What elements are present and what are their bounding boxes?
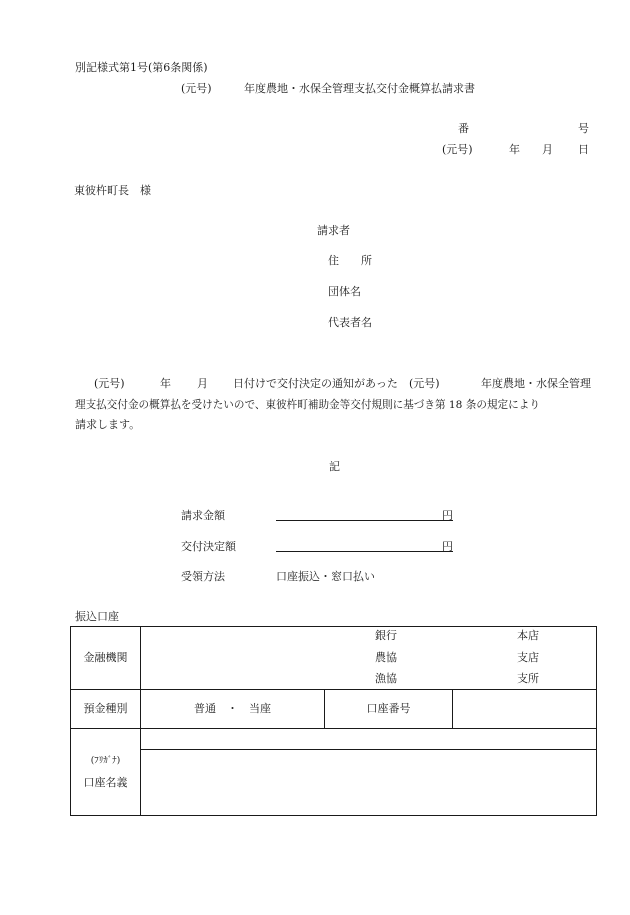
document-title: 年度農地・水保全管理支払交付金概算払請求書: [244, 82, 475, 95]
deposit-type-label: 預金種別: [71, 690, 141, 729]
claim-amount-label: 請求金額: [181, 509, 225, 522]
title-era: (元号): [181, 82, 212, 95]
body-line-1-text: 日付けで交付決定の通知があった: [233, 377, 398, 390]
account-caption: 振込口座: [75, 610, 119, 623]
account-holder-label-cell: [71, 729, 141, 816]
decision-amount-line: [276, 551, 453, 552]
number-label-go: 号: [578, 122, 589, 135]
decision-amount-label: 交付決定額: [181, 540, 236, 553]
deposit-type-value: 普通 ・ 当座: [141, 690, 325, 729]
addressee: 東彼杵町長 様: [74, 184, 151, 197]
claimant-group-label: 団体名: [328, 285, 361, 298]
branch-office-suffix: 支所: [517, 672, 539, 685]
claimant-address-label: 住 所: [328, 254, 372, 267]
body-era-2: (元号): [409, 377, 440, 390]
date-era: (元号): [442, 143, 473, 156]
body-year: 年: [160, 377, 171, 390]
receipt-method-label: 受領方法: [181, 570, 225, 583]
institution-cell: [141, 627, 597, 690]
agri-coop-suffix: 農協: [375, 651, 397, 664]
institution-label: 金融機関: [71, 627, 141, 690]
account-number-field[interactable]: [453, 690, 597, 729]
body-line-3: 請求します。: [75, 418, 141, 431]
number-label-ban: 番: [458, 122, 469, 135]
bank-suffix: 銀行: [375, 629, 397, 642]
head-office-suffix: 本店: [517, 629, 539, 642]
claimant-heading: 請求者: [317, 224, 350, 237]
receipt-method-value: 口座振込・窓口払い: [276, 570, 375, 583]
form-number: 別記様式第1号(第6条関係): [75, 61, 208, 74]
date-year: 年: [509, 143, 520, 156]
body-era-1: (元号): [94, 377, 125, 390]
claim-amount-line: [276, 520, 453, 521]
furigana-label: (ﾌﾘｶﾞﾅ): [90, 756, 121, 766]
decision-amount-unit: 円: [442, 540, 453, 553]
account-holder-field[interactable]: [141, 750, 597, 816]
ki-marker: 記: [329, 460, 340, 473]
furigana-field[interactable]: [141, 729, 597, 750]
claimant-representative-label: 代表者名: [328, 316, 372, 329]
body-line-1-end: 年度農地・水保全管理: [481, 377, 591, 390]
account-number-label: 口座番号: [325, 690, 453, 729]
bank-account-table: [70, 626, 597, 816]
date-day: 日: [578, 143, 589, 156]
branch-suffix: 支店: [517, 651, 539, 664]
claim-amount-unit: 円: [442, 509, 453, 522]
date-month: 月: [542, 143, 553, 156]
body-line-2: 理支払交付金の概算払を受けたいので、東彼杵町補助金等交付規則に基づき第 18 条の規定により: [75, 399, 540, 411]
fishery-coop-suffix: 漁協: [375, 672, 397, 685]
account-holder-label: 口座名義: [83, 776, 128, 789]
body-month: 月: [197, 377, 208, 390]
